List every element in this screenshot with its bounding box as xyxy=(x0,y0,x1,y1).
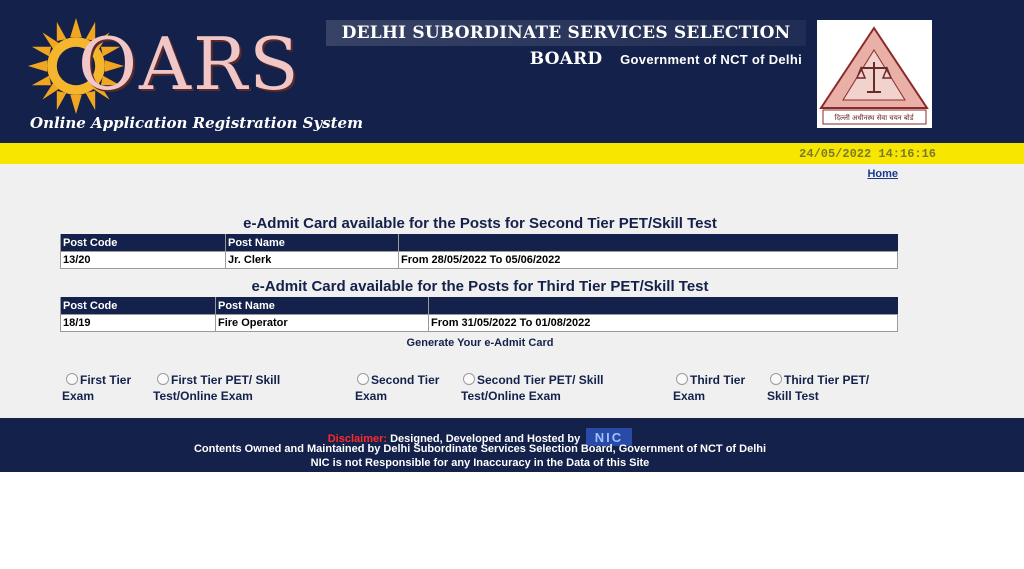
radio-second-tier-pet-skill[interactable] xyxy=(461,372,604,404)
second-tier-table xyxy=(60,234,898,269)
generate-admit-card-label: Generate Your e-Admit Card xyxy=(406,337,554,349)
column-header xyxy=(399,234,898,252)
radio-third-tier-exam[interactable] xyxy=(673,372,745,404)
column-header: Post Name xyxy=(216,297,429,315)
disclaimer-label: Disclaimer: xyxy=(327,433,388,445)
hosted-text: Designed, Developed and Hosted by xyxy=(390,433,581,445)
radio-first-tier-pet-skill[interactable] xyxy=(153,372,280,404)
date-range-cell: From 31/05/2022 To 01/08/2022 xyxy=(429,315,898,332)
logo-subtitle: Online Application Registration System xyxy=(30,114,363,132)
footer-contents-line: Contents Owned and Maintained by Delhi Subordinate Services Selection Board, Government of NCT of Delhi xyxy=(193,443,767,455)
radio-second-tier-exam[interactable] xyxy=(355,372,439,404)
radio-button-icon[interactable] xyxy=(770,373,782,385)
radio-button-icon[interactable] xyxy=(676,373,688,385)
third-tier-table xyxy=(60,297,898,332)
radio-third-tier-pet-skill[interactable] xyxy=(767,372,869,404)
post-code-cell: 18/19 xyxy=(61,315,216,332)
date-range-cell: From 28/05/2022 To 05/06/2022 xyxy=(399,252,898,269)
table-header-row xyxy=(61,234,898,252)
government-label: Government of NCT of Delhi xyxy=(620,52,802,67)
column-header: Post Name xyxy=(226,234,399,252)
radio-label: Exam xyxy=(62,389,95,403)
radio-label: Skill Test xyxy=(767,389,819,403)
footer-nic-line: NIC is not Responsible for any Inaccuracy in the Data of this Site xyxy=(310,457,650,469)
site-header xyxy=(0,0,1024,143)
radio-button-icon[interactable] xyxy=(463,373,475,385)
radio-button-icon[interactable] xyxy=(157,373,169,385)
radio-label: Exam xyxy=(673,389,706,403)
table-header-row xyxy=(61,297,898,315)
home-link[interactable]: Home xyxy=(867,168,898,180)
dsssb-emblem xyxy=(817,20,932,128)
nic-logo-text: NIC xyxy=(595,430,624,445)
post-code-cell: 13/20 xyxy=(61,252,226,269)
second-tier-title: e-Admit Card available for the Posts for Second Tier PET/Skill Test xyxy=(243,215,717,232)
radio-label: Test/Online Exam xyxy=(461,389,561,403)
radio-button-icon[interactable] xyxy=(66,373,78,385)
table-row xyxy=(61,315,898,332)
column-header: Post Code xyxy=(61,234,226,252)
emblem-icon xyxy=(817,20,932,128)
radio-label: Exam xyxy=(355,389,388,403)
post-name-cell: Jr. Clerk xyxy=(226,252,399,269)
oars-logo xyxy=(28,18,318,113)
post-name-cell: Fire Operator xyxy=(216,315,429,332)
radio-label: Third Tier xyxy=(690,373,746,387)
radio-label: First Tier PET/ Skill xyxy=(171,373,281,387)
table-row xyxy=(61,252,898,269)
radio-button-icon[interactable] xyxy=(357,373,369,385)
column-header xyxy=(429,297,898,315)
radio-label: Second Tier PET/ Skill xyxy=(477,373,604,387)
datetime-display: 24/05/2022 14:16:16 xyxy=(799,147,936,161)
radio-label: First Tier xyxy=(80,373,132,387)
radio-label: Third Tier PET/ xyxy=(784,373,870,387)
radio-first-tier-exam[interactable] xyxy=(62,372,131,404)
third-tier-title: e-Admit Card available for the Posts for Third Tier PET/Skill Test xyxy=(251,278,709,295)
logo-text: OARS xyxy=(78,22,301,106)
radio-label: Test/Online Exam xyxy=(153,389,253,403)
radio-label: Second Tier xyxy=(371,373,440,387)
column-header: Post Code xyxy=(61,297,216,315)
board-title: DELHI SUBORDINATE SERVICES SELECTION BOARD xyxy=(326,20,806,46)
emblem-caption: दिल्ली अधीनस्थ सेवा चयन बोर्ड xyxy=(834,114,914,122)
